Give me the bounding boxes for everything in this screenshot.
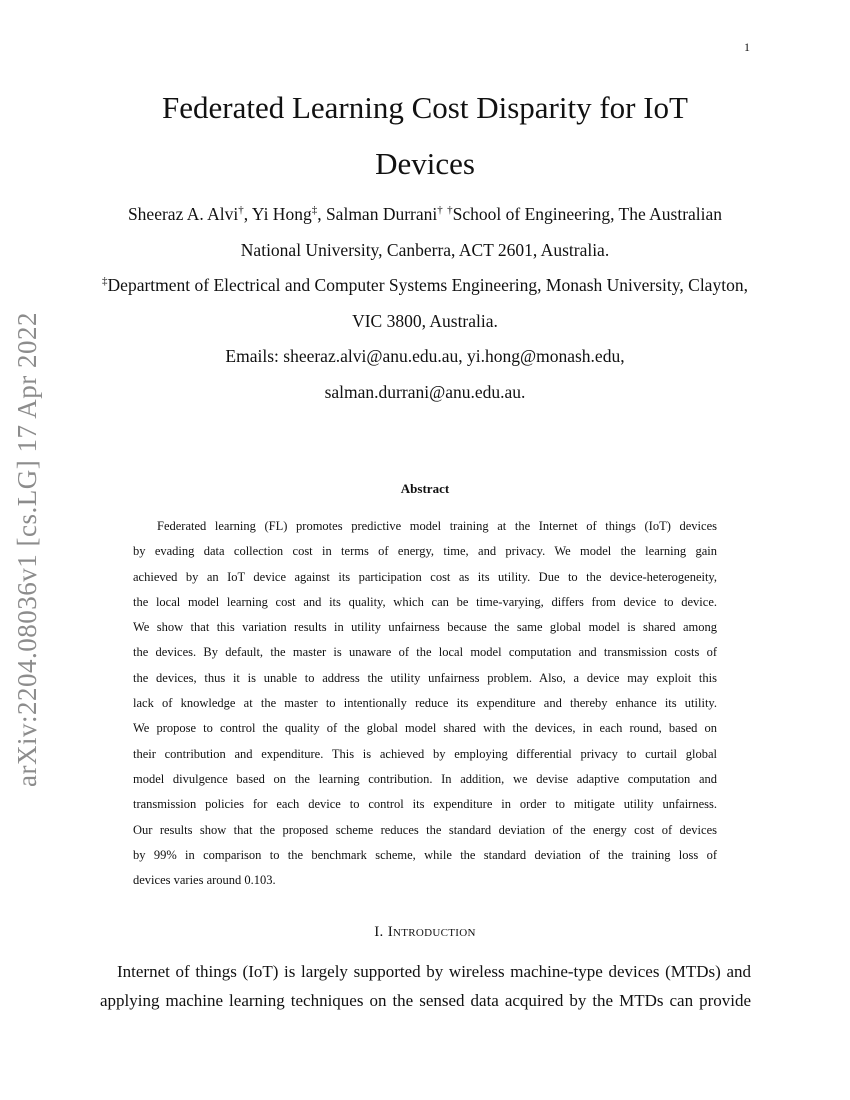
affiliation-text: School of Engineering, The Australian National University, Canberra, ACT 2601, Australia.: [240, 204, 723, 260]
abstract-line: Our results show that the proposed scheme reduces the standard deviation of the energy cost of devices: [133, 822, 717, 837]
author-separator: ,: [243, 204, 252, 224]
abstract-line: transmission policies for each device to control its expenditure in order to mitigate utility unfairness.: [133, 797, 717, 812]
abstract-line: devices varies around 0.103.: [133, 873, 276, 888]
affiliation-text: Department of Electrical and Computer Systems Engineering, Monash University, Clayton, VIC 3800, Australia.: [107, 275, 748, 331]
affiliation-mark: †: [447, 204, 453, 216]
abstract-body: [133, 514, 717, 893]
author-name: Yi Hong: [251, 204, 312, 224]
paper-title: [100, 80, 750, 192]
abstract-line: achieved by an IoT device against its participation cost as its utility. Due to the device-heterogeneity,: [133, 569, 717, 584]
abstract-line: model divulgence based on the learning contribution. In addition, we devise adaptive computation and: [133, 771, 717, 786]
arxiv-identifier-stamp: arXiv:2204.08036v1 [cs.LG] 17 Apr 2022: [12, 312, 42, 787]
abstract-line: their contribution and expenditure. This is achieved by employing differential privacy to curtail global: [133, 746, 717, 761]
affiliation-mark: ‡: [102, 275, 108, 287]
emails-line: salman.durrani@anu.edu.au.: [324, 381, 526, 402]
author-block: [100, 197, 750, 410]
abstract-line: the devices. By default, the master is unaware of the local model computation and transmission costs of: [133, 645, 717, 660]
title-line: Federated Learning Cost Disparity for IoT: [162, 90, 688, 125]
author-name: Sheeraz A. Alvi: [127, 204, 239, 224]
title-line: Devices: [375, 146, 475, 181]
section-number: I.: [374, 924, 384, 940]
author-separator: ,: [317, 204, 326, 224]
abstract-heading: Abstract: [400, 481, 450, 496]
abstract-line: by 99% in comparison to the benchmark scheme, while the standard deviation of the training loss of: [133, 847, 717, 862]
emails-line: Emails: sheeraz.alvi@anu.edu.au, yi.hong@monash.edu,: [225, 346, 625, 366]
abstract-line: lack of knowledge at the master to intentionally reduce its expenditure and thereby enhance its utility.: [133, 696, 717, 711]
author-name: Salman Durrani: [325, 204, 438, 224]
affiliation-mark: †: [437, 204, 443, 216]
abstract-line: by evading data collection cost in terms of energy, time, and privacy. We model the learning gain: [133, 544, 717, 559]
abstract-line: Federated learning (FL) promotes predictive model training at the Internet of things (IoT) devices: [157, 519, 717, 533]
section-heading-introduction: [0, 924, 850, 941]
intro-line: applying machine learning techniques on the sensed data acquired by the MTDs can provide: [100, 991, 751, 1010]
introduction-body: [100, 957, 751, 1015]
section-title: Introduction: [387, 924, 476, 940]
abstract-line: We show that this variation results in utility unfairness because the same global model is shared among: [133, 620, 717, 635]
intro-line: Internet of things (IoT) is largely supported by wireless machine-type devices (MTDs) and: [117, 962, 751, 981]
abstract-line: We propose to control the quality of the global model shared with the devices, in each round, based on: [133, 721, 717, 736]
abstract-line: the devices, thus it is unable to address the utility unfairness problem. Also, a device may exploit this: [133, 670, 717, 685]
affiliation-mark: ‡: [311, 204, 318, 216]
affiliation-mark: †: [238, 204, 244, 216]
page-number: 1: [744, 40, 750, 54]
abstract-line: the local model learning cost and its quality, which can be time-varying, differs from device to device.: [133, 594, 717, 609]
